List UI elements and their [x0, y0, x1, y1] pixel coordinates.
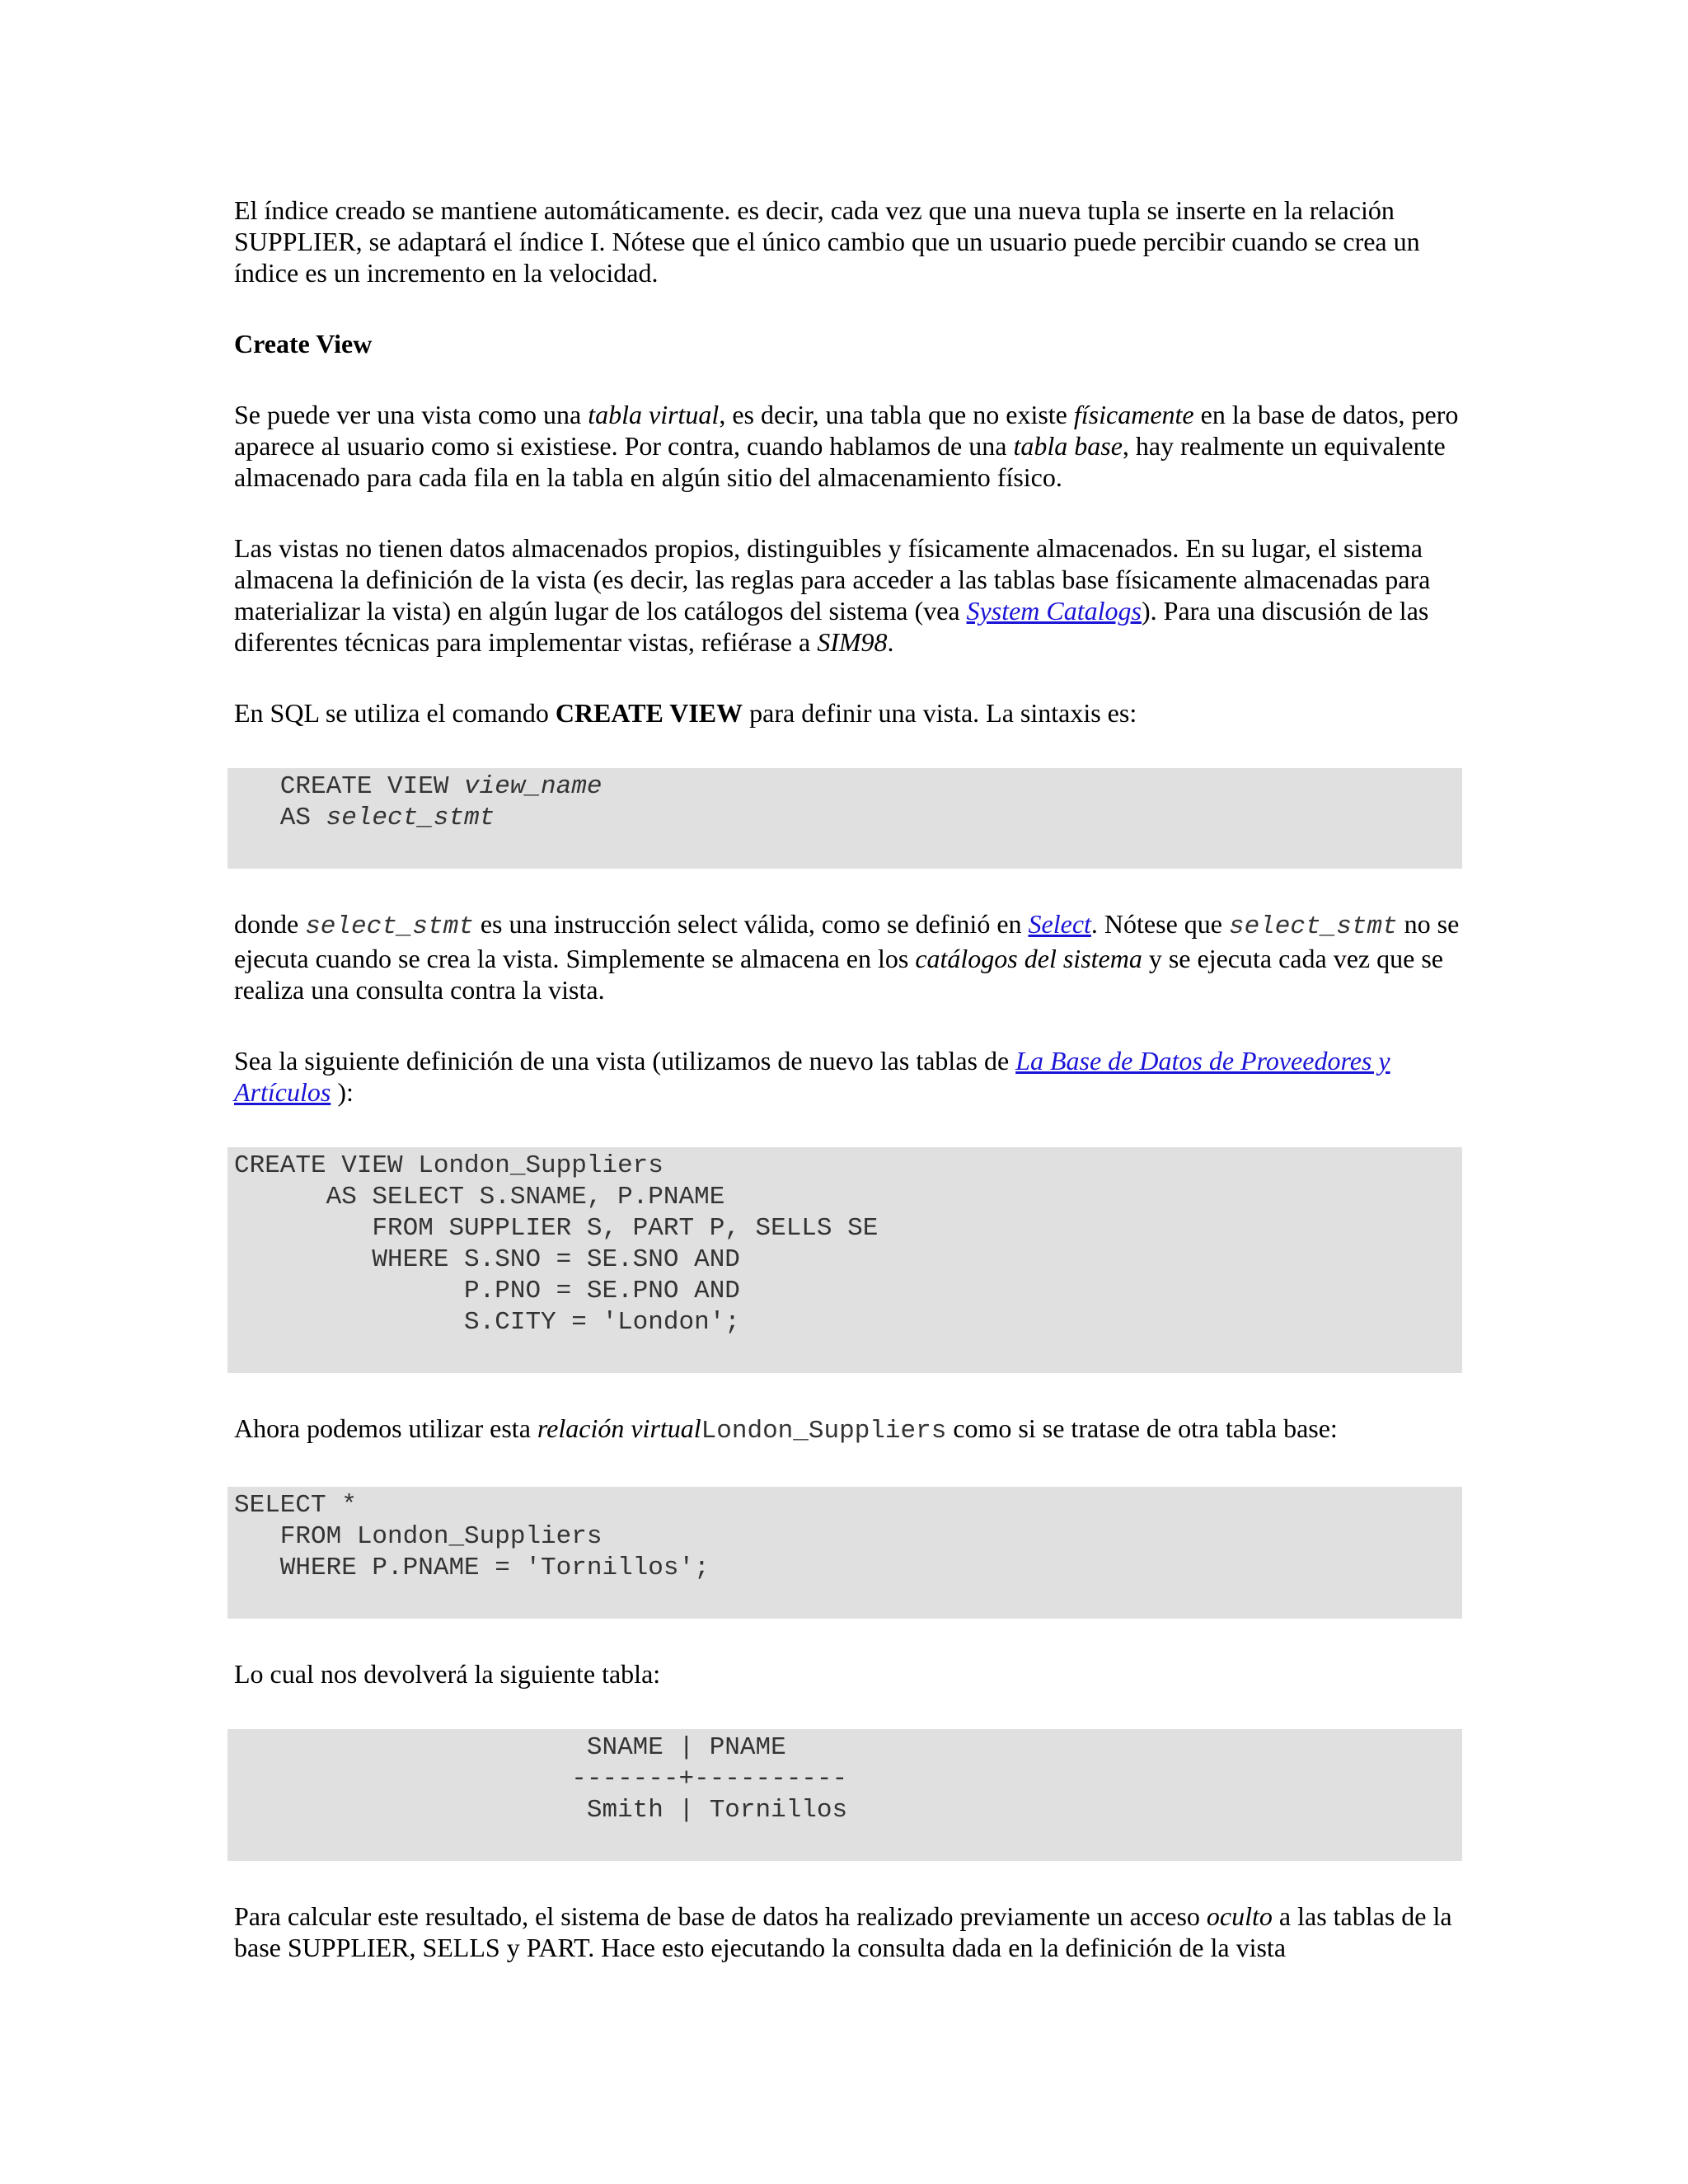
- inline-code: select_stmt: [305, 912, 474, 941]
- document-page: [234, 194, 1462, 1963]
- paragraph-virtual-relation: [234, 1413, 1462, 1447]
- text: .: [887, 627, 894, 657]
- text: para definir una vista. La sintaxis es:: [743, 698, 1137, 728]
- text: ). Para una discusión de las diferentes técnicas para implementar vistas, refiérase a: [234, 596, 1429, 657]
- emphasis-text: oculto: [1206, 1901, 1273, 1931]
- code-line: AS SELECT S.SNAME, P.PNAME: [234, 1183, 725, 1212]
- code-line: CREATE VIEW London_Suppliers: [234, 1151, 663, 1180]
- code-line: SELECT *: [234, 1491, 357, 1520]
- code-keyword: AS: [234, 804, 326, 832]
- text: como si se tratase de otra tabla base:: [946, 1413, 1338, 1443]
- bold-command-text: CREATE VIEW: [555, 698, 743, 728]
- text: Se puede ver una vista como una: [234, 400, 588, 429]
- text: , es decir, una tabla que no existe: [719, 400, 1074, 429]
- text: no se ejecuta cuando se crea la vista. Simplemente se almacena en los: [234, 909, 1460, 973]
- code-block-result-table: [227, 1729, 1462, 1861]
- system-catalogs-link[interactable]: System Catalogs: [966, 596, 1142, 626]
- code-line: [234, 771, 1456, 803]
- paragraph-view-storage: [234, 532, 1462, 658]
- text: a las tablas de la base SUPPLIER, SELLS y PART. Hace esto ejecutando la consulta dada en la definición de la vista: [234, 1901, 1452, 1962]
- code-argument: view_name: [464, 772, 603, 801]
- text: donde: [234, 909, 306, 939]
- code-line: [234, 803, 1456, 834]
- emphasis-text: tabla base: [1013, 431, 1123, 461]
- code-argument: select_stmt: [326, 804, 495, 832]
- text: Sea la siguiente definición de una vista (utilizamos de nuevo las tablas de: [234, 1046, 1016, 1076]
- emphasis-text: tabla virtual: [588, 400, 720, 429]
- section-heading-create-view: Create View: [234, 329, 373, 359]
- text: en la base de datos, pero aparece al usuario como si existiese. Por contra, cuando hablamos de una: [234, 400, 1459, 461]
- code-line: WHERE P.PNAME = 'Tornillos';: [234, 1554, 710, 1582]
- paragraph-view-definition-intro: [234, 1045, 1462, 1108]
- inline-code: London_Suppliers: [701, 1417, 947, 1446]
- suppliers-database-link[interactable]: La Base de Datos de Proveedores y Artículos: [234, 1046, 1390, 1107]
- text: Para calcular este resultado, el sistema de base de datos ha realizado previamente un acceso: [234, 1901, 1207, 1931]
- code-line: WHERE S.SNO = SE.SNO AND: [234, 1245, 740, 1274]
- text: En SQL se utiliza el comando: [234, 698, 556, 728]
- paragraph-hidden-access: [234, 1900, 1462, 1963]
- code-line: FROM London_Suppliers: [234, 1522, 603, 1551]
- code-block-syntax: [227, 768, 1462, 869]
- code-line: S.CITY = 'London';: [234, 1308, 740, 1337]
- select-link[interactable]: Select: [1028, 909, 1091, 939]
- paragraph-select-stmt: [234, 908, 1462, 1005]
- code-line: Smith | Tornillos: [234, 1796, 848, 1825]
- text: es una instrucción select válida, como se definió en: [473, 909, 1029, 939]
- code-line: FROM SUPPLIER S, PART P, SELLS SE: [234, 1214, 879, 1243]
- code-line: -------+----------: [234, 1765, 848, 1793]
- paragraph-index-maintenance: El índice creado se mantiene automáticamente. es decir, cada vez que una nueva tupla se inserte en la relación SUPPLIER, se adaptará el índice I. Nótese que el único cambio que un usuario puede percibir cuando se crea un índice es un incremento en la velocidad.: [234, 195, 1420, 288]
- code-line: P.PNO = SE.PNO AND: [234, 1277, 740, 1305]
- text: Ahora podemos utilizar esta: [234, 1413, 537, 1443]
- citation-text: SIM98: [817, 627, 888, 657]
- paragraph-virtual-table: [234, 399, 1462, 493]
- text: y se ejecuta cada vez que se realiza una consulta contra la vista.: [234, 944, 1443, 1005]
- code-line: SNAME | PNAME: [234, 1733, 786, 1762]
- paragraph-result-intro: Lo cual nos devolverá la siguiente tabla:: [234, 1659, 661, 1689]
- paragraph-create-view-syntax-intro: [234, 697, 1462, 729]
- code-keyword: CREATE VIEW: [234, 772, 465, 801]
- text: Las vistas no tienen datos almacenados propios, distinguibles y físicamente almacenados. En su lugar, el sistema almacena la definición de la vista (es decir, las reglas para acceder a las tablas base físicamente almacenadas para materializar la vista) en algún lugar de los catálogos del sistema (vea: [234, 533, 1431, 626]
- text: ):: [331, 1077, 354, 1107]
- code-block-create-view: [227, 1147, 1462, 1373]
- emphasis-text: físicamente: [1073, 400, 1194, 429]
- text: . Nótese que: [1090, 909, 1229, 939]
- inline-code: select_stmt: [1228, 912, 1398, 941]
- text: , hay realmente un equivalente almacenado para cada fila en la tabla en algún sitio del almacenamiento físico.: [234, 431, 1446, 492]
- emphasis-text: relación virtual: [537, 1413, 701, 1443]
- code-block-select-query: [227, 1487, 1462, 1619]
- emphasis-text: catálogos del sistema: [915, 944, 1142, 973]
